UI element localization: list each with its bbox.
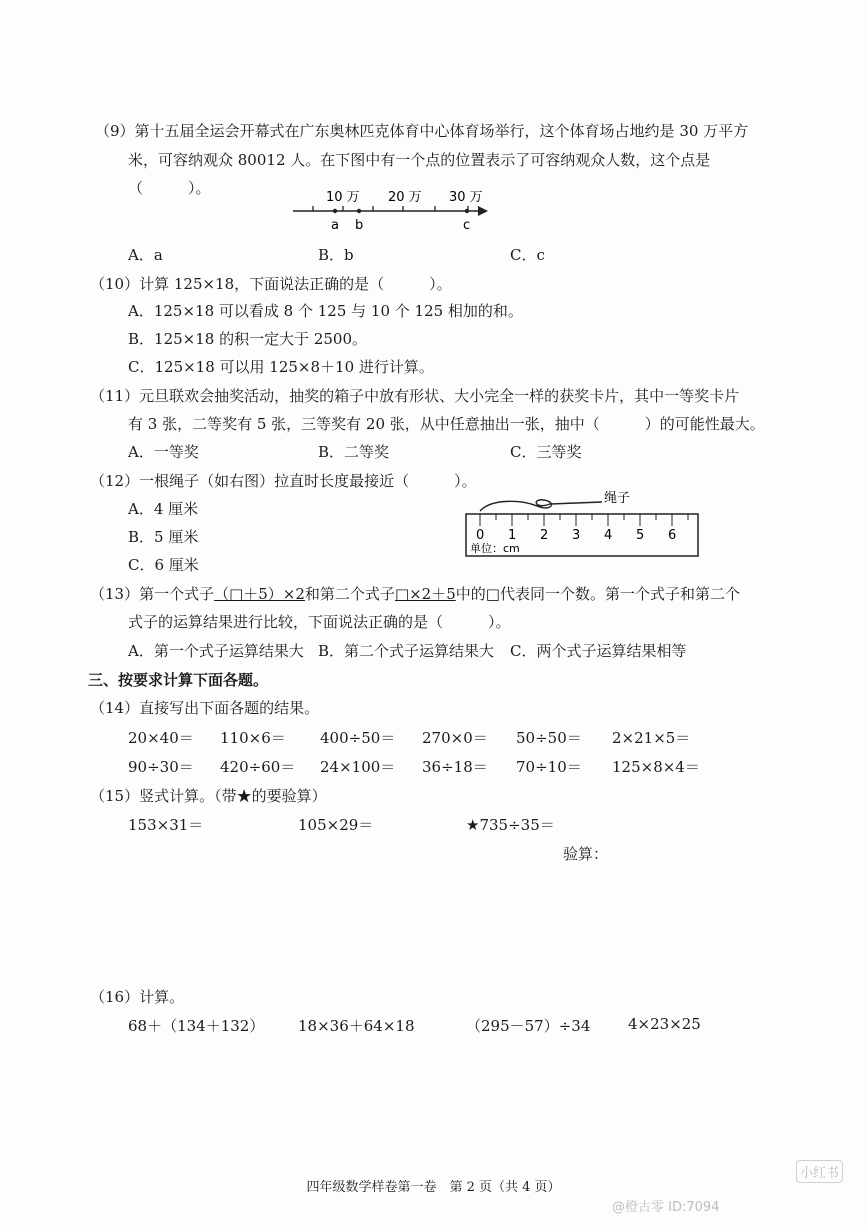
numberline-label-10: 10 万 [326, 190, 360, 205]
ruler-label-1: 1 [508, 528, 517, 543]
ruler-unit: 单位：cm [470, 542, 520, 555]
q9-option-c: C．c [510, 246, 545, 264]
ruler-label-0: 0 [476, 528, 485, 543]
q10-option-a: A．125×18 可以看成 8 个 125 与 10 个 125 相加的和。 [128, 302, 523, 320]
q14-stem: （14）直接写出下面各题的结果。 [90, 699, 320, 717]
q13-line1-c: 和第二个式子 [304, 585, 395, 603]
q14-r2-3: 24×100＝ [320, 758, 396, 776]
q12-option-b: B．5 厘米 [128, 528, 199, 546]
rope-label: 绳子 [604, 491, 631, 506]
q14-r2-4: 36÷18＝ [422, 758, 488, 776]
q11-line1: （11）元旦联欢会抽奖活动，抽奖的箱子中放有形状、大小完全一样的获奖卡片，其中一等奖卡片 [90, 387, 740, 405]
q14-r2-6: 125×8×4＝ [612, 758, 700, 776]
q14-r2-1: 90÷30＝ [128, 758, 194, 776]
q15-check-label: 验算： [563, 845, 609, 863]
watermark-logo: 小红书 [796, 1160, 843, 1183]
q9-option-a: A．a [128, 246, 163, 264]
q16-item-1: 68＋（134＋132） [128, 1017, 265, 1035]
q15-item-2: 105×29＝ [298, 816, 374, 834]
q11-line2: 有 3 张，二等奖有 5 张，三等奖有 20 张，从中任意抽出一张，抽中（ ）的可能性最大。 [128, 415, 765, 433]
number-line-arrow [478, 206, 488, 216]
watermark-id: @橙古零 ID:7094 [612, 1200, 720, 1215]
q9-line1: （9）第十五届全运会开幕式在广东奥林匹克体育中心体育场举行，这个体育场占地约是 30 万平方 [95, 122, 749, 140]
q14-r1-4: 270×0＝ [422, 729, 488, 747]
q13-expression-1: （□＋5）×2 [214, 585, 305, 603]
q15-stem: （15）竖式计算。（带★的要验算） [90, 787, 327, 805]
q12-stem: （12）一根绳子（如右图）拉直时长度最接近（ ）。 [90, 472, 477, 490]
q10-option-c: C．125×18 可以用 125×8＋10 进行计算。 [128, 358, 434, 376]
q13-expression-2: □×2＋5 [394, 585, 456, 603]
q16-item-2: 18×36＋64×18 [298, 1017, 415, 1035]
q13-option-c: C．两个式子运算结果相等 [510, 642, 687, 660]
page-footer: 四年级数学样卷第一卷 第 2 页（共 4 页） [306, 1180, 561, 1195]
q12-ruler-figure [462, 488, 702, 560]
q9-line2: 米，可容纳观众 80012 人。在下图中有一个点的位置表示了可容纳观众人数，这个点是 [128, 151, 711, 169]
q12-option-a: A．4 厘米 [128, 500, 199, 518]
ruler-label-2: 2 [540, 528, 549, 543]
q16-stem: （16）计算。 [90, 988, 185, 1006]
q14-r2-2: 420÷60＝ [220, 758, 296, 776]
q15-item-3: ★735÷35＝ [466, 816, 555, 834]
ruler-label-6: 6 [668, 528, 677, 543]
section-3-heading: 三、按要求计算下面各题。 [88, 671, 269, 689]
q11-option-b: B．二等奖 [318, 443, 390, 461]
q13-option-a: A．第一个式子运算结果大 [128, 642, 304, 660]
q11-option-a: A．一等奖 [128, 443, 199, 461]
q16-item-3: （295－57）÷34 [466, 1017, 591, 1035]
q9-option-b: B．b [318, 246, 354, 264]
ruler-label-5: 5 [636, 528, 645, 543]
q13-line2: 式子的运算结果进行比较，下面说法正确的是（ ）。 [128, 613, 511, 631]
point-b [357, 209, 361, 213]
q13-line1 [90, 583, 740, 604]
q12-option-c: C．6 厘米 [128, 556, 199, 574]
q13-option-b: B．第二个式子运算结果大 [318, 642, 495, 660]
numberline-label-30: 30 万 [449, 190, 483, 205]
q14-r1-2: 110×6＝ [220, 729, 286, 747]
q14-r2-5: 70÷10＝ [516, 758, 582, 776]
q14-r1-6: 2×21×5＝ [612, 729, 691, 747]
q9-number-line [288, 186, 493, 236]
point-c [465, 209, 469, 213]
q10-option-b: B．125×18 的积一定大于 2500。 [128, 330, 368, 348]
point-a-label: a [331, 218, 339, 233]
q16-item-4: 4×23×25 [628, 1015, 701, 1033]
q14-r1-5: 50÷50＝ [516, 729, 582, 747]
ruler-label-4: 4 [604, 528, 613, 543]
q14-r1-3: 400÷50＝ [320, 729, 396, 747]
point-a [333, 209, 337, 213]
q10-stem: （10）计算 125×18，下面说法正确的是（ ）。 [90, 275, 452, 293]
point-c-label: c [463, 218, 471, 233]
point-b-label: b [355, 218, 364, 233]
q9-line3: （ ）。 [128, 179, 211, 197]
q11-option-c: C．三等奖 [510, 443, 582, 461]
q13-line1-e: 中的□代表同一个数。第一个式子和第二个 [455, 585, 740, 603]
q15-item-1: 153×31＝ [128, 816, 204, 834]
ruler-ticks [480, 514, 688, 526]
ruler-label-3: 3 [572, 528, 581, 543]
rope [480, 500, 602, 511]
numberline-label-20: 20 万 [388, 190, 422, 205]
q13-line1-a: （13）第一个式子 [90, 585, 215, 603]
q14-r1-1: 20×40＝ [128, 729, 194, 747]
